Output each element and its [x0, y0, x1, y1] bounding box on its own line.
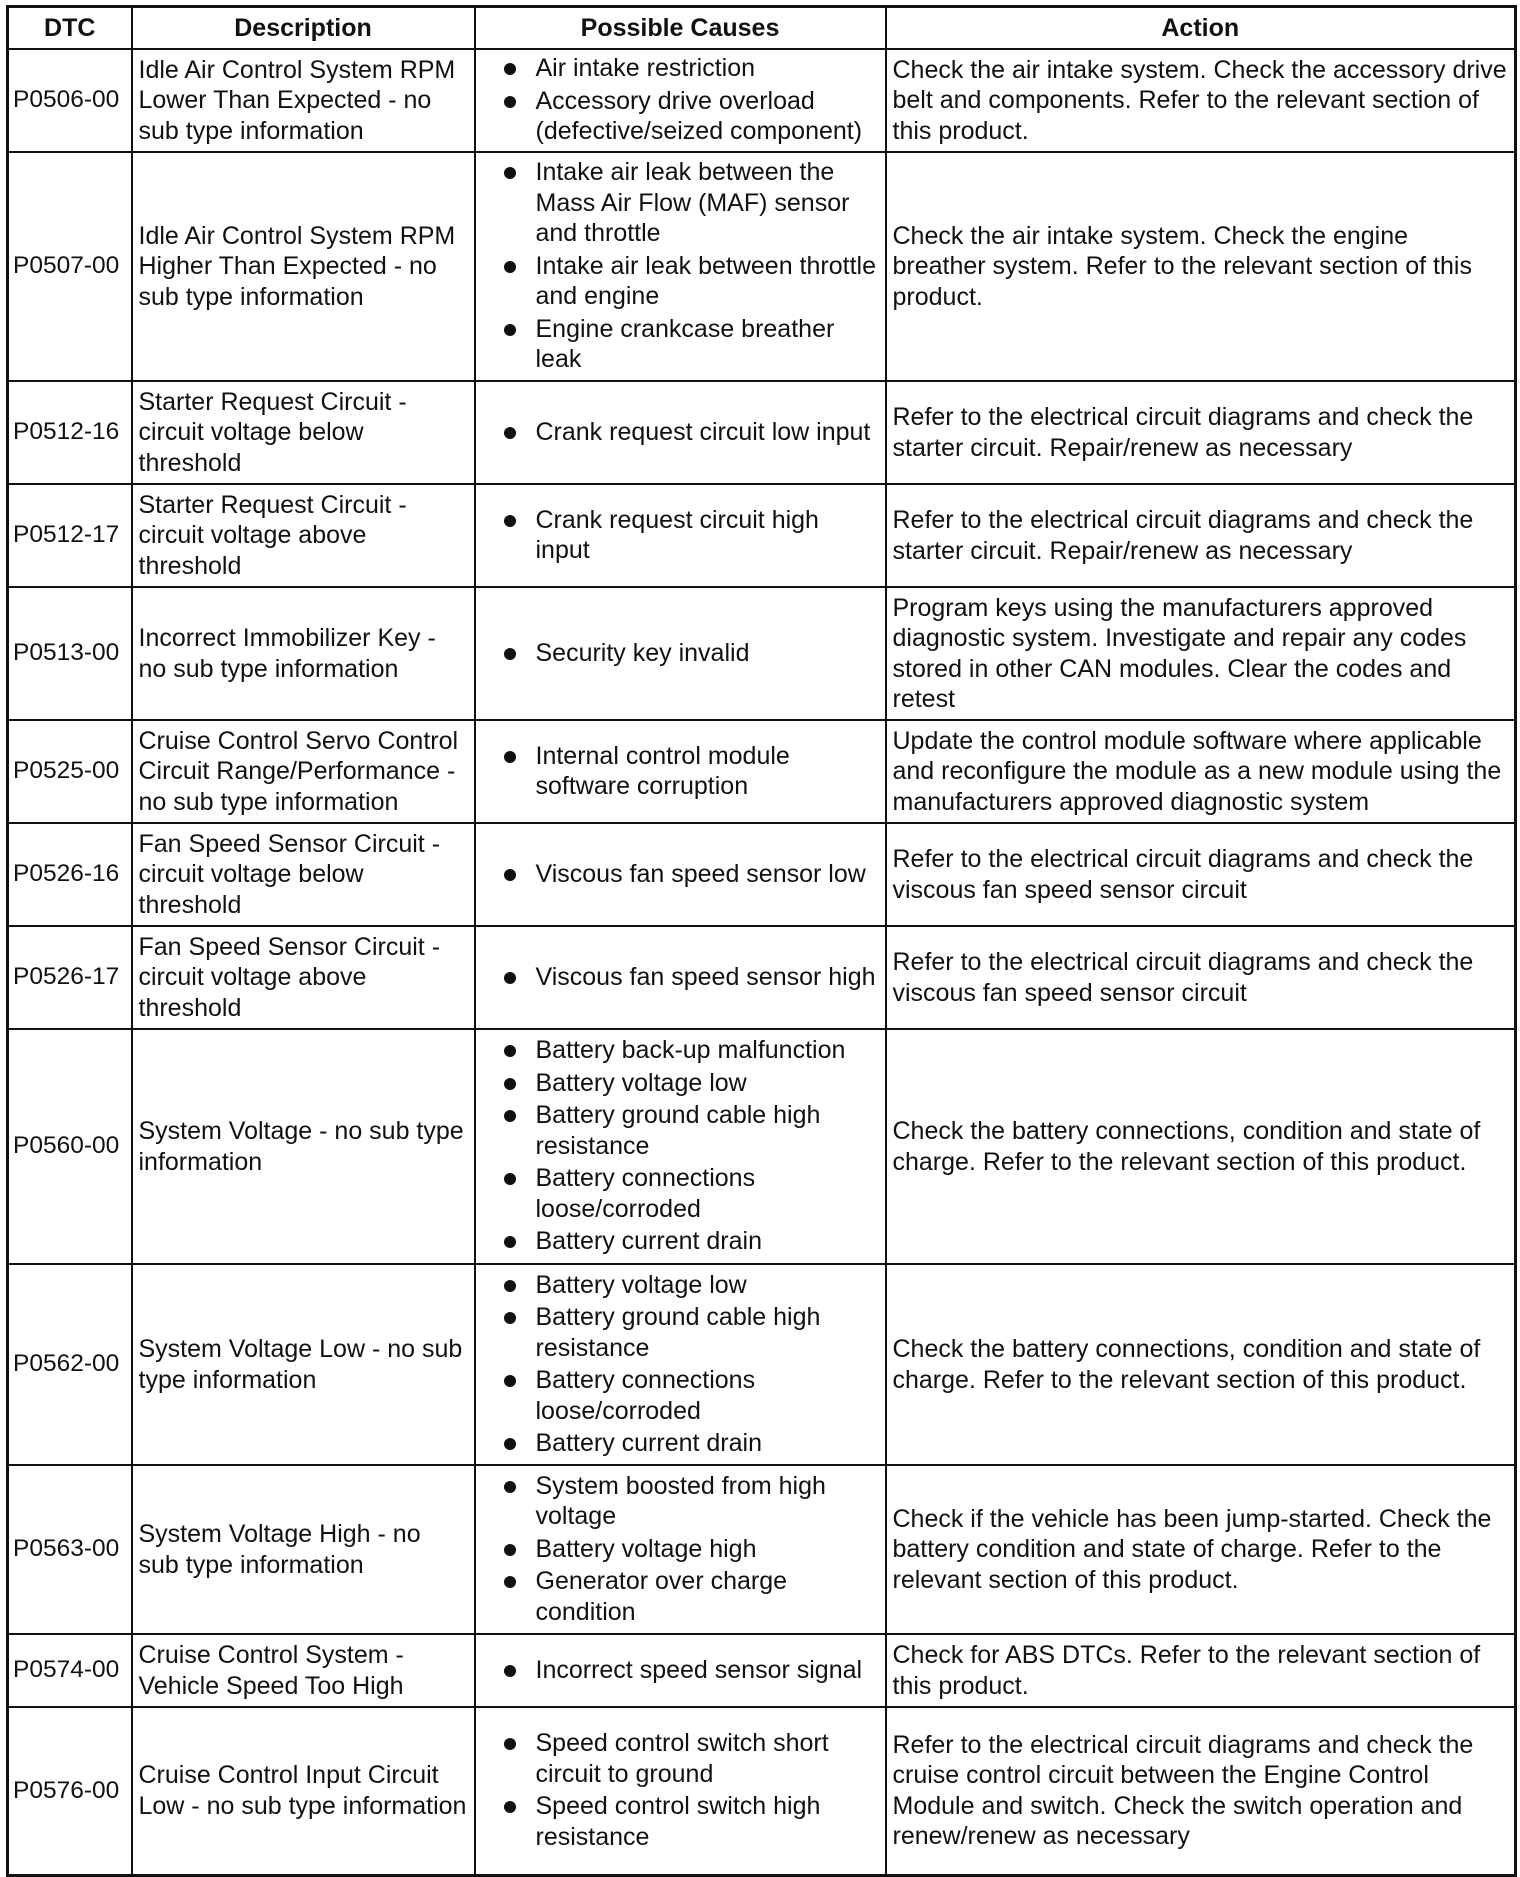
dtc-description: Incorrect Immobilizer Key - no sub type information — [132, 587, 475, 720]
possible-causes — [475, 823, 886, 926]
dtc-code: P0562-00 — [8, 1264, 132, 1465]
table-row — [8, 587, 1516, 720]
header-description: Description — [132, 7, 475, 50]
header-dtc: DTC — [8, 7, 132, 50]
cause-item: Viscous fan speed sensor low — [482, 859, 879, 890]
table-row — [8, 484, 1516, 587]
cause-item: Incorrect speed sensor signal — [482, 1655, 879, 1686]
causes-list — [482, 741, 879, 802]
dtc-action: Check the battery connections, condition and state of charge. Refer to the relevant section of this product. — [886, 1264, 1516, 1465]
dtc-description: Starter Request Circuit - circuit voltage above threshold — [132, 484, 475, 587]
possible-causes — [475, 49, 886, 152]
causes-list — [482, 417, 879, 448]
possible-causes — [475, 381, 886, 484]
dtc-action: Refer to the electrical circuit diagrams and check the cruise control circuit between the Engine Control Module and switch. Check the switch operation and renew/renew as necessary — [886, 1707, 1516, 1875]
table-row — [8, 381, 1516, 484]
table-row — [8, 1465, 1516, 1634]
table-row — [8, 926, 1516, 1029]
cause-item: Battery voltage low — [482, 1068, 879, 1099]
dtc-action: Check the air intake system. Check the accessory drive belt and components. Refer to the relevant section of this product. — [886, 49, 1516, 152]
dtc-description: System Voltage Low - no sub type information — [132, 1264, 475, 1465]
table-row — [8, 1264, 1516, 1465]
dtc-description: Idle Air Control System RPM Higher Than Expected - no sub type information — [132, 152, 475, 381]
dtc-code: P0576-00 — [8, 1707, 132, 1875]
dtc-code: P0526-16 — [8, 823, 132, 926]
header-action: Action — [886, 7, 1516, 50]
cause-item: Crank request circuit low input — [482, 417, 879, 448]
possible-causes — [475, 484, 886, 587]
cause-item: Battery ground cable high resistance — [482, 1100, 879, 1161]
possible-causes — [475, 926, 886, 1029]
cause-item: Battery current drain — [482, 1428, 879, 1459]
causes-list — [482, 859, 879, 890]
dtc-action: Refer to the electrical circuit diagrams and check the viscous fan speed sensor circuit — [886, 823, 1516, 926]
causes-list — [482, 505, 879, 566]
table-row — [8, 1634, 1516, 1707]
cause-item: Battery voltage low — [482, 1270, 879, 1301]
causes-list — [482, 1270, 879, 1459]
cause-item: Battery back-up malfunction — [482, 1035, 879, 1066]
dtc-code: P0560-00 — [8, 1029, 132, 1264]
dtc-description: System Voltage - no sub type information — [132, 1029, 475, 1264]
dtc-action: Check if the vehicle has been jump-started. Check the battery condition and state of charge. Refer to the relevant section of this product. — [886, 1465, 1516, 1634]
dtc-description: Cruise Control Servo Control Circuit Range/Performance - no sub type information — [132, 720, 475, 823]
dtc-description: Fan Speed Sensor Circuit - circuit voltage below threshold — [132, 823, 475, 926]
table-row — [8, 49, 1516, 152]
cause-item: Battery voltage high — [482, 1534, 879, 1565]
cause-item: Battery ground cable high resistance — [482, 1302, 879, 1363]
causes-list — [482, 1655, 879, 1686]
possible-causes — [475, 720, 886, 823]
dtc-action: Check for ABS DTCs. Refer to the relevant section of this product. — [886, 1634, 1516, 1707]
dtc-code: P0525-00 — [8, 720, 132, 823]
cause-item: Speed control switch high resistance — [482, 1791, 879, 1852]
table-row — [8, 152, 1516, 381]
causes-list — [482, 962, 879, 993]
dtc-action: Update the control module software where applicable and reconfigure the module as a new module using the manufacturers approved diagnostic system — [886, 720, 1516, 823]
dtc-action: Refer to the electrical circuit diagrams and check the viscous fan speed sensor circuit — [886, 926, 1516, 1029]
cause-item: Internal control module software corruption — [482, 741, 879, 802]
dtc-code: P0507-00 — [8, 152, 132, 381]
table-body — [8, 49, 1516, 1875]
cause-item: Engine crankcase breather leak — [482, 314, 879, 375]
cause-item: Battery connections loose/corroded — [482, 1163, 879, 1224]
causes-list — [482, 638, 879, 669]
dtc-description: System Voltage High - no sub type information — [132, 1465, 475, 1634]
dtc-action: Refer to the electrical circuit diagrams and check the starter circuit. Repair/renew as necessary — [886, 381, 1516, 484]
cause-item: Intake air leak between the Mass Air Flow (MAF) sensor and throttle — [482, 157, 879, 249]
causes-list — [482, 53, 879, 147]
cause-item: Viscous fan speed sensor high — [482, 962, 879, 993]
table-row — [8, 823, 1516, 926]
dtc-action: Program keys using the manufacturers approved diagnostic system. Investigate and repair any codes stored in other CAN modules. Clear the codes and retest — [886, 587, 1516, 720]
header-row — [8, 7, 1516, 50]
dtc-description: Idle Air Control System RPM Lower Than Expected - no sub type information — [132, 49, 475, 152]
cause-item: Air intake restriction — [482, 53, 879, 84]
possible-causes — [475, 587, 886, 720]
cause-item: Intake air leak between throttle and engine — [482, 251, 879, 312]
cause-item: Battery current drain — [482, 1226, 879, 1257]
dtc-code: P0574-00 — [8, 1634, 132, 1707]
possible-causes — [475, 1264, 886, 1465]
dtc-code: P0526-17 — [8, 926, 132, 1029]
header-possible-causes: Possible Causes — [475, 7, 886, 50]
possible-causes — [475, 1465, 886, 1634]
causes-list — [482, 1035, 879, 1257]
table-row — [8, 1707, 1516, 1875]
dtc-action: Check the battery connections, condition and state of charge. Refer to the relevant section of this product. — [886, 1029, 1516, 1264]
possible-causes — [475, 1634, 886, 1707]
dtc-description: Cruise Control System - Vehicle Speed Too High — [132, 1634, 475, 1707]
dtc-action: Refer to the electrical circuit diagrams and check the starter circuit. Repair/renew as necessary — [886, 484, 1516, 587]
dtc-code: P0506-00 — [8, 49, 132, 152]
cause-item: Generator over charge condition — [482, 1566, 879, 1627]
cause-item: Battery connections loose/corroded — [482, 1365, 879, 1426]
possible-causes — [475, 1707, 886, 1875]
dtc-code: P0512-17 — [8, 484, 132, 587]
cause-item: Accessory drive overload (defective/seized component) — [482, 86, 879, 147]
possible-causes — [475, 152, 886, 381]
causes-list — [482, 1471, 879, 1628]
dtc-description: Fan Speed Sensor Circuit - circuit voltage above threshold — [132, 926, 475, 1029]
dtc-action: Check the air intake system. Check the engine breather system. Refer to the relevant section of this product. — [886, 152, 1516, 381]
cause-item: Security key invalid — [482, 638, 879, 669]
table-row — [8, 720, 1516, 823]
possible-causes — [475, 1029, 886, 1264]
causes-list — [482, 1728, 879, 1852]
dtc-table — [6, 5, 1517, 1877]
cause-item: Crank request circuit high input — [482, 505, 879, 566]
cause-item: System boosted from high voltage — [482, 1471, 879, 1532]
causes-list — [482, 157, 879, 375]
table-row — [8, 1029, 1516, 1264]
dtc-code: P0513-00 — [8, 587, 132, 720]
dtc-description: Starter Request Circuit - circuit voltage below threshold — [132, 381, 475, 484]
cause-item: Speed control switch short circuit to ground — [482, 1728, 879, 1789]
dtc-code: P0512-16 — [8, 381, 132, 484]
dtc-description: Cruise Control Input Circuit Low - no sub type information — [132, 1707, 475, 1875]
dtc-code: P0563-00 — [8, 1465, 132, 1634]
